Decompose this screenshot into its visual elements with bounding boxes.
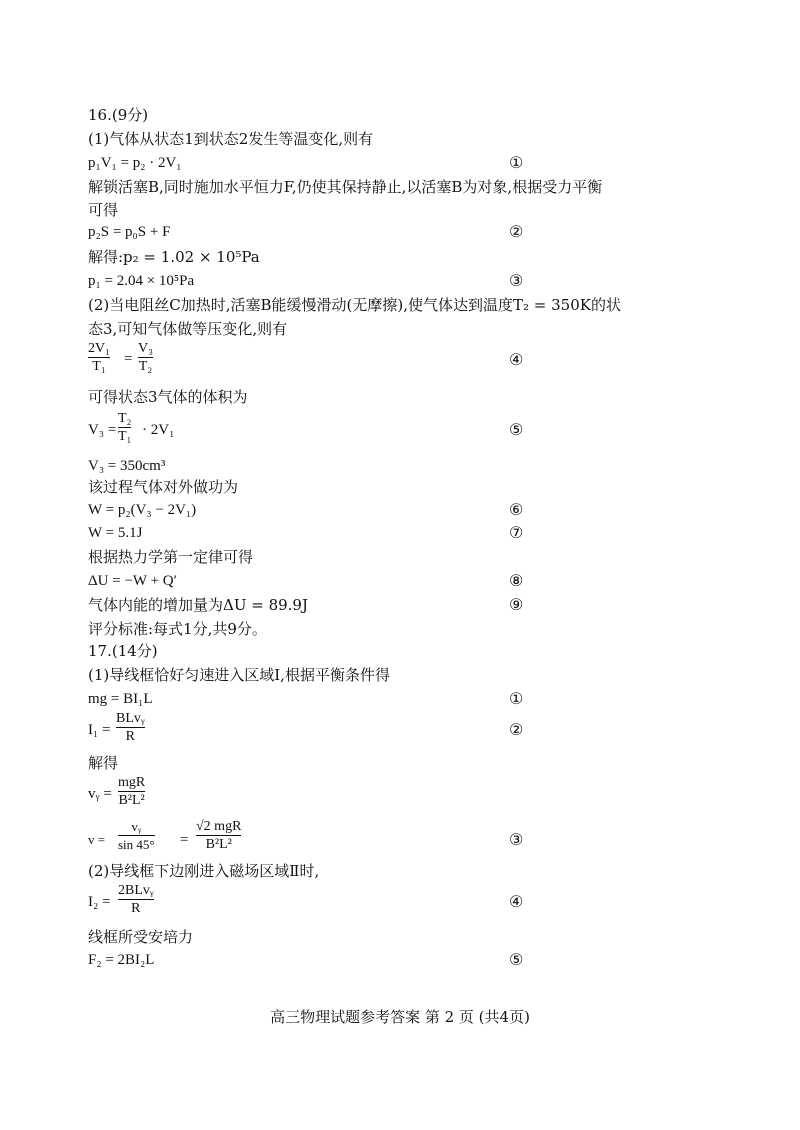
lhs: V₃ =	[88, 422, 117, 438]
q16-part2-line-1: (2)当电阻丝C加热时,活塞B能缓慢滑动(无摩擦),使气体达到温度T₂ = 350K的状	[88, 296, 621, 314]
numerator: BLvᵧ	[116, 711, 145, 726]
q16-mark-7: ⑦	[509, 523, 524, 542]
q16-equation-8: ΔU = −W + Q′	[88, 573, 177, 589]
denominator: B²L²	[205, 837, 232, 852]
q16-mark-5: ⑤	[509, 420, 524, 439]
q17-equation-1: mg = BI₁L	[88, 691, 153, 707]
equals-sign: =	[124, 351, 133, 367]
fraction	[118, 410, 131, 445]
q16-scoring: 评分标准:每式1分,共9分。	[88, 620, 267, 638]
rhs: · 2V₁	[142, 422, 175, 438]
q16-heading: 16.(9分)	[88, 106, 149, 124]
q17-part2-intro: (2)导线框下边刚进入磁场区域Ⅱ时,	[88, 862, 320, 880]
q16-mark-8: ⑧	[509, 571, 524, 590]
fraction	[196, 818, 241, 853]
q16-solve-p2: 解得:p₂ = 1.02 × 10⁵Pa	[88, 248, 260, 266]
fraction	[116, 710, 145, 745]
q16-mark-9: ⑨	[509, 595, 524, 614]
q17-part1-intro: (1)导线框恰好匀速进入区域I,根据平衡条件得	[88, 666, 390, 684]
numerator: V₃	[138, 341, 153, 356]
q17-mark-3: ③	[509, 830, 524, 849]
q16-part1-intro: (1)气体从状态1到状态2发生等温变化,则有	[88, 130, 374, 148]
q16-equation-3: p₁ = 2.04 × 10⁵Pa	[88, 273, 195, 289]
denominator: R	[131, 901, 141, 916]
q17-equation-vy	[0, 774, 800, 814]
q17-force-intro: 线框所受安培力	[88, 928, 194, 946]
q16-unlock-line-2: 可得	[88, 201, 119, 219]
q17-equation-5: F₂ = 2BI₂L	[88, 952, 155, 968]
q16-mark-1: ①	[509, 153, 524, 172]
denominator: T₁	[118, 429, 132, 444]
denominator: R	[125, 729, 135, 744]
q16-equation-4	[0, 340, 800, 380]
fraction	[118, 774, 145, 809]
lhs: vᵧ =	[88, 786, 112, 802]
q17-mark-4: ④	[509, 892, 524, 911]
fraction	[138, 340, 153, 375]
page-footer: 高三物理试题参考答案 第 2 页 (共4页)	[270, 1008, 530, 1026]
numerator: 2V₁	[88, 341, 110, 356]
lhs: I₁ =	[88, 722, 111, 738]
q16-equation-9: 气体内能的增加量为ΔU = 89.9J	[88, 596, 308, 614]
q17-mark-2: ②	[509, 720, 524, 739]
q16-work-intro: 该过程气体对外做功为	[88, 478, 239, 496]
q16-mark-3: ③	[509, 271, 524, 290]
fraction	[118, 818, 155, 853]
q16-first-law: 根据热力学第一定律可得	[88, 548, 254, 566]
q16-unlock-line-1: 解锁活塞B,同时施加水平恒力F,仍使其保持静止,以活塞B为对象,根据受力平衡	[88, 178, 603, 196]
q16-part2-line-2: 态3,可知气体做等压变化,则有	[88, 320, 288, 338]
numerator: √2 mgR	[196, 819, 242, 834]
numerator: vᵧ	[131, 819, 142, 834]
q17-equation-4	[0, 882, 800, 922]
q17-mark-1: ①	[509, 689, 524, 708]
q16-mark-4: ④	[509, 350, 524, 369]
q16-v3-intro: 可得状态3气体的体积为	[88, 388, 248, 406]
q17-equation-2	[0, 710, 800, 750]
q16-equation-6: W = p₂(V₃ − 2V₁)	[88, 502, 197, 518]
q17-heading: 17.(14分)	[88, 642, 158, 660]
lhs: v =	[88, 832, 106, 847]
numerator: 2BLvᵧ	[118, 883, 154, 898]
q16-equation-1: p₁V₁ = p₂ · 2V₁	[88, 155, 182, 171]
q16-equation-5	[0, 410, 800, 450]
numerator: T₂	[118, 411, 132, 426]
q17-mark-5: ⑤	[509, 950, 524, 969]
q16-equation-7: W = 5.1J	[88, 525, 143, 541]
q16-equation-2: p₂S = p₀S + F	[88, 224, 171, 240]
fraction	[88, 340, 110, 375]
q16-mark-2: ②	[509, 222, 524, 241]
q16-v3-value: V₃ = 350cm³	[88, 458, 166, 474]
q17-equation-3	[0, 818, 800, 862]
q17-solve: 解得	[88, 754, 119, 772]
q16-mark-6: ⑥	[509, 500, 524, 519]
numerator: mgR	[118, 775, 146, 790]
denominator: sin 45°	[118, 837, 155, 852]
equals-sign: =	[180, 832, 189, 848]
denominator: T₁	[92, 359, 106, 374]
lhs: I₂ =	[88, 894, 111, 910]
denominator: T₂	[138, 359, 153, 374]
fraction	[118, 882, 154, 917]
denominator: B²L²	[118, 793, 145, 808]
